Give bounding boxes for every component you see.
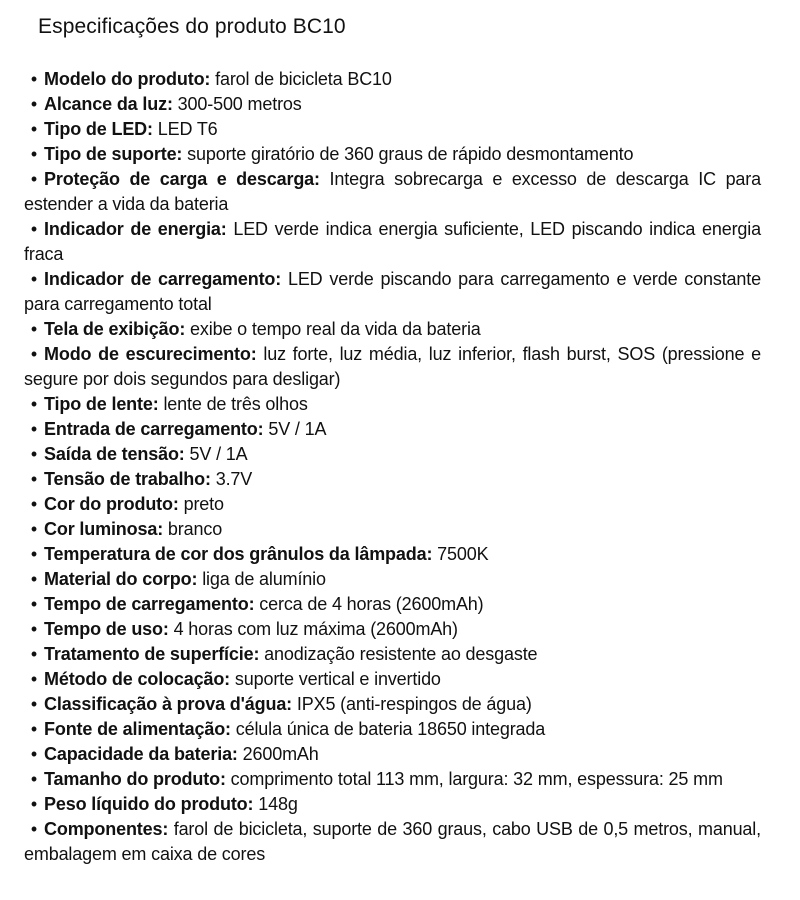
spec-label: Tensão de trabalho: bbox=[44, 469, 211, 489]
spec-item bbox=[24, 717, 761, 742]
spec-item bbox=[24, 767, 761, 792]
spec-label: Capacidade da bateria: bbox=[44, 744, 238, 764]
spec-value: 7500K bbox=[437, 544, 489, 564]
bullet-icon: • bbox=[30, 394, 38, 414]
bullet-icon: • bbox=[30, 669, 38, 689]
spec-item bbox=[24, 117, 761, 142]
spec-item bbox=[24, 67, 761, 92]
spec-label: Tempo de carregamento: bbox=[44, 594, 255, 614]
spec-label: Tela de exibição: bbox=[44, 319, 186, 339]
spec-value: suporte giratório de 360 graus de rápido desmontamento bbox=[187, 144, 634, 164]
spec-value: LED verde indica energia suficiente, LED piscando indica energia fraca bbox=[24, 219, 761, 264]
spec-value: célula única de bateria 18650 integrada bbox=[235, 719, 546, 739]
bullet-icon: • bbox=[30, 819, 38, 839]
bullet-icon: • bbox=[30, 744, 38, 764]
spec-label: Peso líquido do produto: bbox=[44, 794, 254, 814]
bullet-icon: • bbox=[30, 769, 38, 789]
bullet-icon: • bbox=[30, 519, 38, 539]
bullet-icon: • bbox=[30, 69, 38, 89]
spec-value: comprimento total 113 mm, largura: 32 mm, espessura: 25 mm bbox=[230, 769, 723, 789]
bullet-icon: • bbox=[30, 494, 38, 514]
bullet-icon: • bbox=[30, 119, 38, 139]
bullet-icon: • bbox=[30, 594, 38, 614]
spec-list bbox=[24, 67, 761, 867]
spec-item bbox=[24, 92, 761, 117]
bullet-icon: • bbox=[30, 169, 38, 189]
spec-item bbox=[24, 817, 761, 867]
bullet-icon: • bbox=[30, 344, 38, 364]
spec-label: Cor do produto: bbox=[44, 494, 179, 514]
spec-item bbox=[24, 567, 761, 592]
bullet-icon: • bbox=[30, 794, 38, 814]
spec-label: Indicador de carregamento: bbox=[44, 269, 282, 289]
spec-item bbox=[24, 692, 761, 717]
bullet-icon: • bbox=[30, 219, 38, 239]
spec-value: branco bbox=[167, 519, 223, 539]
spec-item bbox=[24, 667, 761, 692]
bullet-icon: • bbox=[30, 469, 38, 489]
spec-item bbox=[24, 442, 761, 467]
spec-value: anodização resistente ao desgaste bbox=[264, 644, 538, 664]
page-title: Especificações do produto BC10 bbox=[38, 15, 346, 38]
spec-value: 5V / 1A bbox=[268, 419, 327, 439]
spec-label: Temperatura de cor dos grânulos da lâmpada: bbox=[44, 544, 433, 564]
spec-value: luz forte, luz média, luz inferior, flash burst, SOS (pressione e segure por dois segundos para desligar) bbox=[24, 344, 761, 389]
spec-item bbox=[24, 317, 761, 342]
bullet-icon: • bbox=[30, 269, 38, 289]
spec-value: preto bbox=[183, 494, 224, 514]
spec-item bbox=[24, 517, 761, 542]
spec-value: farol de bicicleta, suporte de 360 graus, cabo USB de 0,5 metros, manual, embalagem em caixa de cores bbox=[24, 819, 761, 864]
spec-value: farol de bicicleta BC10 bbox=[215, 69, 392, 89]
spec-value: IPX5 (anti-respingos de água) bbox=[296, 694, 532, 714]
spec-value: 148g bbox=[258, 794, 298, 814]
spec-label: Proteção de carga e descarga: bbox=[44, 169, 320, 189]
spec-label: Indicador de energia: bbox=[44, 219, 227, 239]
bullet-icon: • bbox=[30, 619, 38, 639]
spec-label: Entrada de carregamento: bbox=[44, 419, 264, 439]
spec-value: 3.7V bbox=[215, 469, 253, 489]
spec-label: Tipo de lente: bbox=[44, 394, 159, 414]
spec-value: 4 horas com luz máxima (2600mAh) bbox=[173, 619, 458, 639]
bullet-icon: • bbox=[30, 144, 38, 164]
spec-value: cerca de 4 horas (2600mAh) bbox=[259, 594, 484, 614]
bullet-icon: • bbox=[30, 444, 38, 464]
spec-value: 2600mAh bbox=[242, 744, 319, 764]
spec-item bbox=[24, 217, 761, 267]
spec-item bbox=[24, 392, 761, 417]
bullet-icon: • bbox=[30, 544, 38, 564]
spec-value: lente de três olhos bbox=[163, 394, 308, 414]
spec-label: Saída de tensão: bbox=[44, 444, 185, 464]
spec-value: LED verde piscando para carregamento e verde constante para carregamento total bbox=[24, 269, 761, 314]
spec-item bbox=[24, 467, 761, 492]
spec-item bbox=[24, 142, 761, 167]
spec-item bbox=[24, 492, 761, 517]
spec-value: 300-500 metros bbox=[177, 94, 302, 114]
bullet-icon: • bbox=[30, 319, 38, 339]
spec-label: Fonte de alimentação: bbox=[44, 719, 231, 739]
bullet-icon: • bbox=[30, 419, 38, 439]
bullet-icon: • bbox=[30, 94, 38, 114]
spec-label: Tempo de uso: bbox=[44, 619, 169, 639]
spec-value: 5V / 1A bbox=[189, 444, 248, 464]
spec-label: Modo de escurecimento: bbox=[44, 344, 257, 364]
spec-label: Tratamento de superfície: bbox=[44, 644, 260, 664]
spec-item bbox=[24, 417, 761, 442]
spec-item bbox=[24, 792, 761, 817]
spec-label: Tipo de suporte: bbox=[44, 144, 183, 164]
spec-label: Método de colocação: bbox=[44, 669, 231, 689]
spec-label: Tamanho do produto: bbox=[44, 769, 226, 789]
spec-label: Modelo do produto: bbox=[44, 69, 211, 89]
spec-item bbox=[24, 167, 761, 217]
spec-label: Alcance da luz: bbox=[44, 94, 173, 114]
spec-item bbox=[24, 592, 761, 617]
spec-item bbox=[24, 342, 761, 392]
spec-label: Componentes: bbox=[44, 819, 169, 839]
spec-item bbox=[24, 267, 761, 317]
spec-value: LED T6 bbox=[157, 119, 218, 139]
spec-value: suporte vertical e invertido bbox=[234, 669, 441, 689]
spec-value: liga de alumínio bbox=[202, 569, 326, 589]
spec-value: exibe o tempo real da vida da bateria bbox=[190, 319, 481, 339]
spec-label: Cor luminosa: bbox=[44, 519, 164, 539]
spec-label: Tipo de LED: bbox=[44, 119, 153, 139]
bullet-icon: • bbox=[30, 644, 38, 664]
spec-label: Material do corpo: bbox=[44, 569, 198, 589]
bullet-icon: • bbox=[30, 694, 38, 714]
spec-item bbox=[24, 542, 761, 567]
bullet-icon: • bbox=[30, 569, 38, 589]
spec-item bbox=[24, 642, 761, 667]
spec-item bbox=[24, 617, 761, 642]
spec-value: Integra sobrecarga e excesso de descarga IC para estender a vida da bateria bbox=[24, 169, 762, 214]
spec-label: Classificação à prova d'água: bbox=[44, 694, 293, 714]
bullet-icon: • bbox=[30, 719, 38, 739]
spec-item bbox=[24, 742, 761, 767]
